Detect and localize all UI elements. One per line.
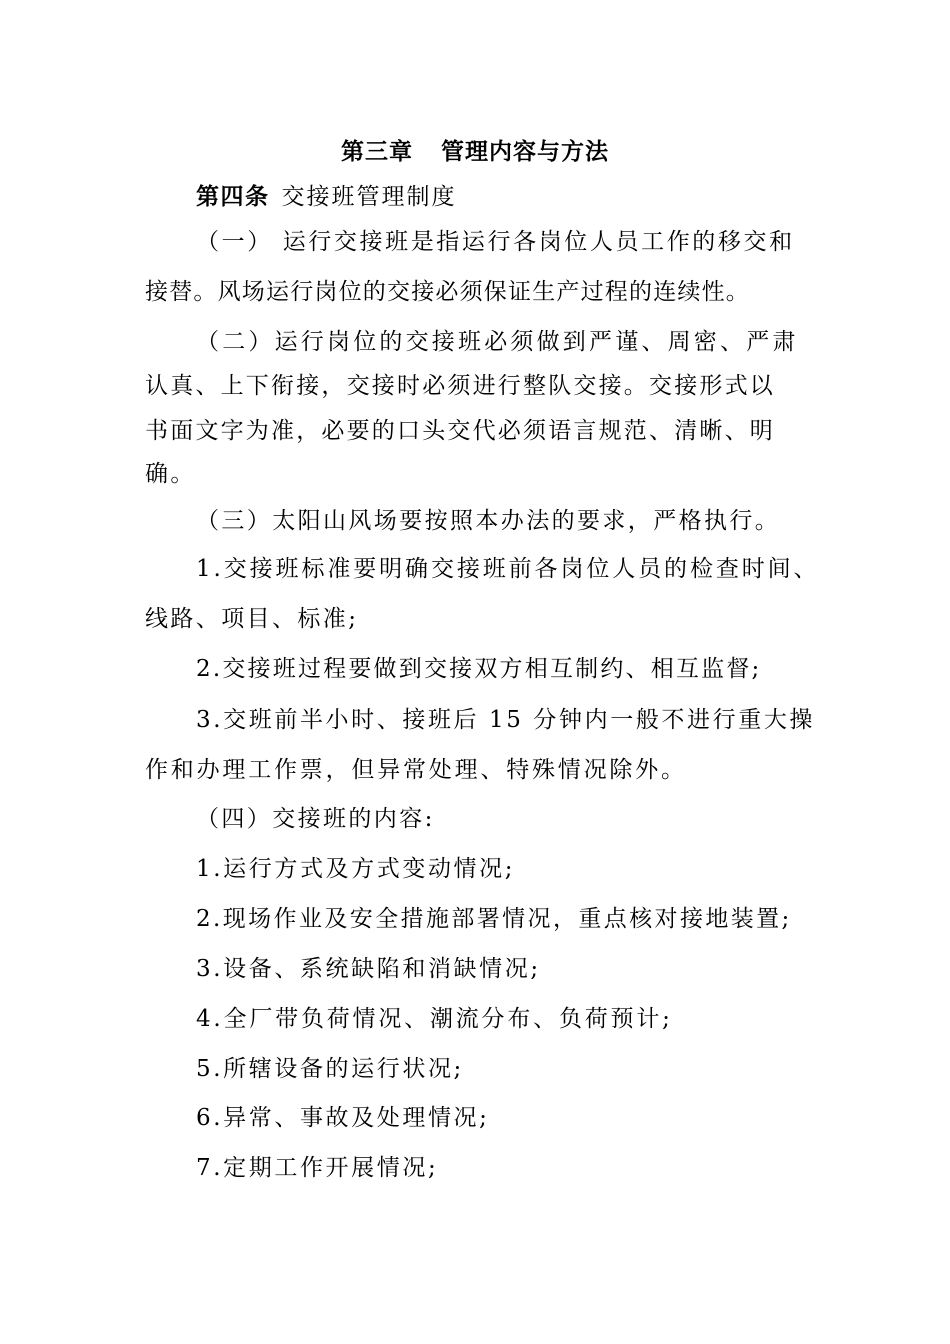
paragraph-line: 3.交班前半小时、接班后 15 分钟内一般不进行重大操 [196,707,816,733]
article-title: 交接班管理制度 [281,184,457,210]
paragraph-line: 4.全厂带负荷情况、潮流分布、负荷预计; [196,1006,673,1032]
paragraph-line: （四）交接班的内容: [196,806,435,832]
paragraph-line: 认真、上下衔接，交接时必须进行整队交接。交接形式以 [145,373,775,399]
paragraph-line: 1.运行方式及方式变动情况; [196,856,516,882]
paragraph-line: 线路、项目、标准; [145,606,359,632]
paragraph-line: 2.现场作业及安全措施部署情况，重点核对接地装置; [196,906,792,932]
chapter-name: 管理内容与方法 [441,139,609,165]
chapter-title [0,137,950,167]
paragraph-line: 6.异常、事故及处理情况; [196,1105,490,1131]
article-heading [196,182,457,212]
paragraph-line: 确。 [145,461,196,487]
paragraph-line: 接替。风场运行岗位的交接必须保证生产过程的连续性。 [145,279,750,305]
paragraph-line: （二）运行岗位的交接班必须做到严谨、周密、严肃 [196,329,799,355]
article-label: 第四条 [196,183,270,210]
chapter-number: 第三章 [341,139,413,165]
paragraph-line: 3.设备、系统缺陷和消缺情况; [196,956,541,982]
paragraph-line: 5.所辖设备的运行状况; [196,1056,464,1082]
paragraph-line: 书面文字为准，必要的口头交代必须语言规范、清晰、明 [145,418,775,444]
paragraph-line: 2.交接班过程要做到交接双方相互制约、相互监督; [196,656,762,682]
paragraph-line: 7.定期工作开展情况; [196,1155,439,1181]
paragraph-line: （一） 运行交接班是指运行各岗位人员工作的移交和 [196,229,795,255]
paragraph-line: 1.交接班标准要明确交接班前各岗位人员的检查时间、 [196,556,820,582]
paragraph-line: 作和办理工作票，但异常处理、特殊情况除外。 [145,757,687,783]
paragraph-line: （三）太阳山风场要按照本办法的要求，严格执行。 [196,508,781,534]
